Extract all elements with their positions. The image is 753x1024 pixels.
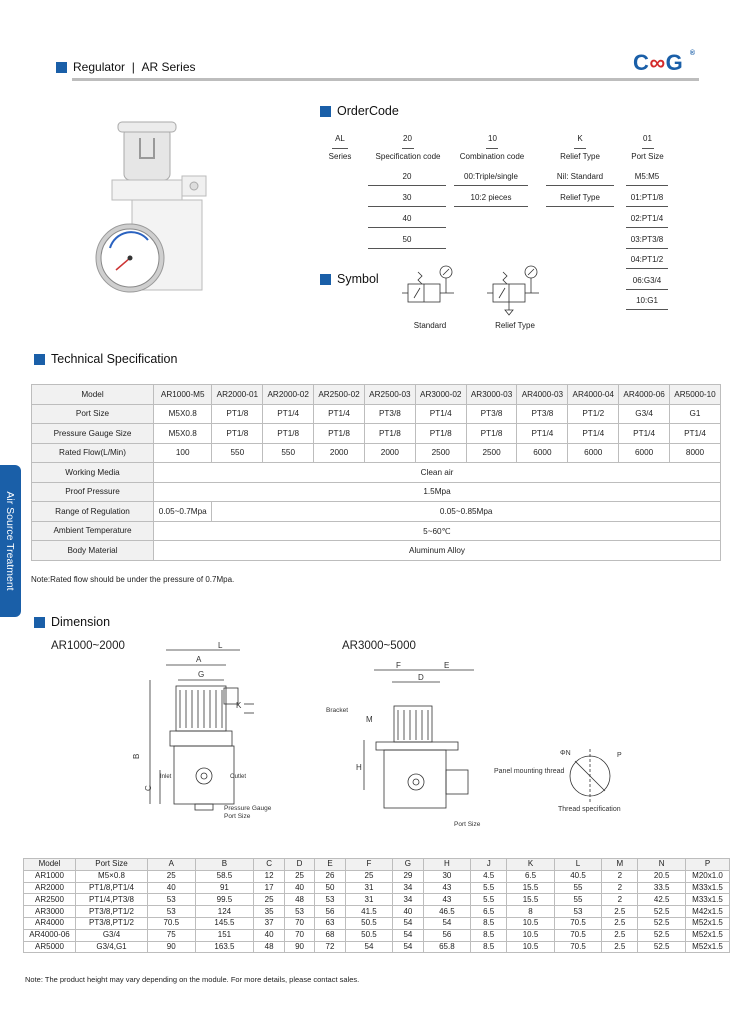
table-header-cell: M bbox=[602, 859, 638, 871]
table-cell: M20x1.0 bbox=[686, 870, 730, 882]
table-cell: 53 bbox=[284, 906, 314, 918]
table-cell: AR4000-06 bbox=[24, 929, 76, 941]
table-cell: 53 bbox=[148, 906, 196, 918]
table-cell: G3/4 bbox=[76, 929, 148, 941]
table-cell: 70 bbox=[284, 929, 314, 941]
table-cell: PT1/2 bbox=[568, 404, 619, 424]
oc-divider bbox=[626, 268, 668, 269]
table-cell: 1.5Mpa bbox=[154, 482, 721, 502]
table-cell: PT1/8 bbox=[212, 404, 263, 424]
dim-label: Port Size bbox=[454, 821, 481, 828]
table-header-cell: G bbox=[393, 859, 423, 871]
table-cell: 50.5 bbox=[345, 917, 393, 929]
ordercode-title: OrderCode bbox=[337, 104, 399, 118]
table-cell: PT1/4 bbox=[263, 404, 314, 424]
header-square-icon bbox=[56, 62, 67, 73]
table-cell: 550 bbox=[263, 443, 314, 463]
table-header-cell: A bbox=[148, 859, 196, 871]
table-cell: PT3/8,PT1/2 bbox=[76, 906, 148, 918]
dimension-drawing-left bbox=[120, 640, 300, 830]
table-cell: PT1/8 bbox=[263, 424, 314, 444]
table-cell: 99.5 bbox=[195, 894, 254, 906]
oc-option: Relief Type bbox=[560, 193, 600, 202]
table-cell: 40.5 bbox=[554, 870, 602, 882]
table-cell: M33x1.5 bbox=[686, 882, 730, 894]
table-cell: 2 bbox=[602, 870, 638, 882]
dim-label: M bbox=[366, 715, 373, 724]
row-label: Range of Regulation bbox=[32, 502, 154, 522]
table-row bbox=[24, 894, 730, 906]
table-cell: 55 bbox=[554, 894, 602, 906]
table-cell: PT3/8,PT1/2 bbox=[76, 917, 148, 929]
table-cell: M52x1.5 bbox=[686, 917, 730, 929]
row-label: Body Material bbox=[32, 541, 154, 561]
table-cell: 50.5 bbox=[345, 929, 393, 941]
dim-label: F bbox=[396, 661, 401, 670]
table-header-cell: AR5000-10 bbox=[670, 385, 721, 405]
symbol-label-relief: Relief Type bbox=[495, 321, 535, 330]
thread-spec-drawing bbox=[490, 745, 640, 815]
oc-option: 20 bbox=[402, 172, 412, 181]
table-cell: 25 bbox=[148, 870, 196, 882]
oc-option: 03:PT3/8 bbox=[630, 235, 664, 244]
table-cell: 4.5 bbox=[471, 870, 507, 882]
oc-divider bbox=[574, 148, 586, 149]
table-cell: AR2500 bbox=[24, 894, 76, 906]
oc-divider bbox=[486, 148, 498, 149]
dimension-right-title: AR3000~5000 bbox=[342, 640, 416, 652]
table-cell: PT1/8 bbox=[364, 424, 415, 444]
oc-divider bbox=[546, 206, 614, 207]
dim-label: Thread specification bbox=[558, 806, 621, 813]
table-cell: 26 bbox=[315, 870, 345, 882]
table-cell: 68 bbox=[315, 929, 345, 941]
table-header-cell: C bbox=[254, 859, 284, 871]
header-rule bbox=[72, 78, 699, 81]
table-cell: 2.5 bbox=[602, 929, 638, 941]
table-cell: 5~60℃ bbox=[154, 521, 721, 541]
dim-label: Outlet bbox=[230, 774, 247, 780]
table-header-cell: N bbox=[638, 859, 686, 871]
table-header-cell: AR4000-04 bbox=[568, 385, 619, 405]
table-cell: PT1/8 bbox=[466, 424, 517, 444]
table-cell: PT1/8,PT1/4 bbox=[76, 882, 148, 894]
table-cell: 124 bbox=[195, 906, 254, 918]
tech-spec-note: Note:Rated flow should be under the pressure of 0.7Mpa. bbox=[31, 575, 235, 584]
table-header-cell: AR4000-03 bbox=[517, 385, 568, 405]
symbol-label-standard: Standard bbox=[413, 321, 447, 330]
table-cell: Aluminum Alloy bbox=[154, 541, 721, 561]
dimension-note: Note: The product height may vary depending on the module. For more details, please contact sales. bbox=[25, 975, 360, 984]
dim-label: E bbox=[444, 661, 450, 670]
row-label: Pressure Gauge Size bbox=[32, 424, 154, 444]
table-cell: 53 bbox=[148, 894, 196, 906]
table-cell: PT1/8 bbox=[212, 424, 263, 444]
oc-divider bbox=[368, 206, 446, 207]
oc-option: 01:PT1/8 bbox=[630, 193, 664, 202]
oc-option: 00:Triple/single bbox=[464, 172, 518, 181]
table-cell: 2.5 bbox=[602, 941, 638, 953]
oc-divider bbox=[454, 206, 528, 207]
dim-label: L bbox=[218, 641, 223, 650]
table-header-cell: F bbox=[345, 859, 393, 871]
oc-option: 40 bbox=[402, 214, 412, 223]
table-cell: 15.5 bbox=[507, 894, 555, 906]
table-cell: 100 bbox=[154, 443, 212, 463]
symbol-square-icon bbox=[320, 274, 331, 285]
table-cell: 10.5 bbox=[507, 941, 555, 953]
oc-option: 10:G1 bbox=[636, 296, 658, 305]
table-header-cell: B bbox=[195, 859, 254, 871]
table-cell: PT1/8 bbox=[415, 424, 466, 444]
table-cell: 41.5 bbox=[345, 906, 393, 918]
oc-divider bbox=[626, 206, 668, 207]
oc-option: M5:M5 bbox=[634, 172, 660, 181]
table-cell: 40 bbox=[254, 929, 284, 941]
table-cell: PT1/4 bbox=[568, 424, 619, 444]
table-cell: PT3/8 bbox=[466, 404, 517, 424]
oc-divider bbox=[368, 227, 446, 228]
table-cell: G1 bbox=[670, 404, 721, 424]
table-cell: 65.8 bbox=[423, 941, 471, 953]
table-cell: 145.5 bbox=[195, 917, 254, 929]
oc-label-relief: Relief Type bbox=[560, 152, 600, 161]
table-cell: 43 bbox=[423, 882, 471, 894]
table-cell: M5X0.8 bbox=[154, 404, 212, 424]
table-cell: PT3/8 bbox=[517, 404, 568, 424]
tech-spec-table bbox=[31, 384, 721, 561]
table-header-cell: K bbox=[507, 859, 555, 871]
table-header-cell: AR2500-02 bbox=[314, 385, 365, 405]
table-cell: 8000 bbox=[670, 443, 721, 463]
table-cell: 54 bbox=[393, 917, 423, 929]
oc-option: 10:2 pieces bbox=[470, 193, 512, 202]
table-cell: 52.5 bbox=[638, 917, 686, 929]
table-header-cell: Model bbox=[24, 859, 76, 871]
table-cell: 8.5 bbox=[471, 917, 507, 929]
oc-label-spec: Specification code bbox=[375, 152, 441, 161]
table-cell: 8 bbox=[507, 906, 555, 918]
table-cell: 10.5 bbox=[507, 917, 555, 929]
table-row bbox=[32, 404, 721, 424]
dimension-square-icon bbox=[34, 617, 45, 628]
table-cell: 54 bbox=[393, 929, 423, 941]
table-cell: 2000 bbox=[314, 443, 365, 463]
dimension-title: Dimension bbox=[51, 615, 111, 629]
table-cell: 72 bbox=[315, 941, 345, 953]
tech-spec-square-icon bbox=[34, 354, 45, 365]
brand-logo: C∞G ® bbox=[633, 50, 696, 75]
dim-label: Port Size bbox=[224, 813, 251, 820]
table-cell: 10.5 bbox=[507, 929, 555, 941]
symbol-standard-icon bbox=[400, 262, 462, 312]
table-cell: PT1/4 bbox=[619, 424, 670, 444]
symbol-relief-icon bbox=[485, 262, 547, 318]
oc-divider bbox=[368, 248, 446, 249]
table-cell: 70 bbox=[284, 917, 314, 929]
oc-code-spec: 20 bbox=[403, 134, 412, 143]
table-cell: PT3/8 bbox=[364, 404, 415, 424]
header-title: Regulator | AR Series bbox=[73, 60, 196, 74]
table-header-cell: AR4000-06 bbox=[619, 385, 670, 405]
oc-option: 50 bbox=[402, 235, 412, 244]
table-header-cell: J bbox=[471, 859, 507, 871]
header bbox=[54, 58, 700, 82]
table-cell: 70.5 bbox=[148, 917, 196, 929]
oc-label-port: Port Size bbox=[631, 152, 664, 161]
table-cell: 52.5 bbox=[638, 929, 686, 941]
oc-divider bbox=[626, 248, 668, 249]
table-cell: 40 bbox=[393, 906, 423, 918]
oc-label-series: Series bbox=[328, 152, 352, 161]
table-cell: 2000 bbox=[364, 443, 415, 463]
oc-option: 30 bbox=[402, 193, 412, 202]
dim-label: Panel mounting thread bbox=[494, 768, 565, 775]
table-cell: G3/4,G1 bbox=[76, 941, 148, 953]
dimension-left-title: AR1000~2000 bbox=[51, 640, 125, 652]
table-cell: 31 bbox=[345, 894, 393, 906]
table-cell: 91 bbox=[195, 882, 254, 894]
oc-divider bbox=[546, 185, 614, 186]
table-cell: 58.5 bbox=[195, 870, 254, 882]
table-cell: 31 bbox=[345, 882, 393, 894]
table-cell: 30 bbox=[423, 870, 471, 882]
ordercode-square-icon bbox=[320, 106, 331, 117]
table-cell: M52x1.5 bbox=[686, 929, 730, 941]
table-cell: G3/4 bbox=[619, 404, 670, 424]
table-header-cell: AR1000-M5 bbox=[154, 385, 212, 405]
table-cell: PT1/4 bbox=[415, 404, 466, 424]
table-cell: PT1/4 bbox=[314, 404, 365, 424]
table-cell: 2.5 bbox=[602, 906, 638, 918]
table-cell: 8.5 bbox=[471, 941, 507, 953]
row-label: Rated Flow(L/Min) bbox=[32, 443, 154, 463]
table-header-cell: AR2000-02 bbox=[263, 385, 314, 405]
row-label: Proof Pressure bbox=[32, 482, 154, 502]
table-cell: 55 bbox=[554, 882, 602, 894]
table-cell: 2500 bbox=[466, 443, 517, 463]
table-cell: 56 bbox=[315, 906, 345, 918]
table-row bbox=[32, 443, 721, 463]
table-cell: AR3000 bbox=[24, 906, 76, 918]
table-cell: 17 bbox=[254, 882, 284, 894]
oc-option: Nil: Standard bbox=[556, 172, 604, 181]
oc-divider bbox=[332, 148, 348, 149]
oc-divider bbox=[626, 227, 668, 228]
table-cell: 2 bbox=[602, 894, 638, 906]
table-cell: AR2000 bbox=[24, 882, 76, 894]
table-cell: 53 bbox=[315, 894, 345, 906]
table-cell: 54 bbox=[345, 941, 393, 953]
table-cell: 48 bbox=[254, 941, 284, 953]
table-row bbox=[32, 502, 721, 522]
table-cell: 6.5 bbox=[471, 906, 507, 918]
table-header-cell: L bbox=[554, 859, 602, 871]
dim-label: Inlet bbox=[160, 774, 172, 780]
table-cell: M5X0.8 bbox=[154, 424, 212, 444]
oc-divider bbox=[626, 185, 668, 186]
table-cell: 56 bbox=[423, 929, 471, 941]
table-cell: 43 bbox=[423, 894, 471, 906]
table-header-cell: AR2500-03 bbox=[364, 385, 415, 405]
table-cell: AR5000 bbox=[24, 941, 76, 953]
row-label: Port Size bbox=[32, 404, 154, 424]
table-cell: 550 bbox=[212, 443, 263, 463]
table-row bbox=[24, 859, 730, 871]
table-cell: 53 bbox=[554, 906, 602, 918]
table-cell: 6000 bbox=[619, 443, 670, 463]
side-tab[interactable]: Air Source Treatment bbox=[0, 465, 21, 617]
dim-label: B bbox=[132, 753, 141, 759]
oc-option: 02:PT1/4 bbox=[630, 214, 664, 223]
table-cell: 42.5 bbox=[638, 894, 686, 906]
table-cell: M33x1.5 bbox=[686, 894, 730, 906]
table-cell: 70.5 bbox=[554, 941, 602, 953]
table-cell: 2 bbox=[602, 882, 638, 894]
table-header-cell: Port Size bbox=[76, 859, 148, 871]
table-cell: 6000 bbox=[517, 443, 568, 463]
row-label: Ambient Temperature bbox=[32, 521, 154, 541]
table-cell: 90 bbox=[148, 941, 196, 953]
dim-label: Pressure Gauge bbox=[224, 805, 272, 812]
table-row bbox=[32, 385, 721, 405]
table-row bbox=[24, 906, 730, 918]
table-cell: PT1/8 bbox=[314, 424, 365, 444]
oc-code-relief: K bbox=[577, 134, 583, 143]
table-cell: 34 bbox=[393, 894, 423, 906]
table-row bbox=[32, 424, 721, 444]
table-cell: 25 bbox=[254, 894, 284, 906]
product-image bbox=[92, 118, 222, 308]
table-cell: 6.5 bbox=[507, 870, 555, 882]
symbol-title: Symbol bbox=[337, 272, 379, 286]
dim-label: K bbox=[236, 701, 242, 710]
oc-code-comb: 10 bbox=[488, 134, 497, 143]
table-header-cell: AR3000-02 bbox=[415, 385, 466, 405]
oc-option: 04:PT1/2 bbox=[630, 255, 664, 264]
table-cell: 48 bbox=[284, 894, 314, 906]
table-cell: 37 bbox=[254, 917, 284, 929]
table-cell: 54 bbox=[423, 917, 471, 929]
table-cell: 35 bbox=[254, 906, 284, 918]
table-cell: 2.5 bbox=[602, 917, 638, 929]
row-label: Working Media bbox=[32, 463, 154, 483]
dim-label: P bbox=[617, 752, 622, 759]
dim-label: D bbox=[418, 673, 424, 682]
dimension-drawing-right bbox=[320, 660, 500, 840]
table-cell: 34 bbox=[393, 882, 423, 894]
table-cell: 40 bbox=[148, 882, 196, 894]
table-cell: 29 bbox=[393, 870, 423, 882]
oc-divider bbox=[402, 148, 414, 149]
table-cell: 70.5 bbox=[554, 929, 602, 941]
table-header-cell: H bbox=[423, 859, 471, 871]
oc-code-port: 01 bbox=[643, 134, 652, 143]
dimension-table bbox=[23, 858, 730, 953]
table-row bbox=[32, 463, 721, 483]
table-header-cell: AR2000-01 bbox=[212, 385, 263, 405]
table-row bbox=[24, 941, 730, 953]
table-cell: 5.5 bbox=[471, 882, 507, 894]
table-cell: M5×0.8 bbox=[76, 870, 148, 882]
dim-label: A bbox=[196, 655, 202, 664]
oc-option: 06:G3/4 bbox=[632, 276, 662, 285]
dim-label: ΦN bbox=[560, 750, 571, 757]
table-cell: 12 bbox=[254, 870, 284, 882]
dim-label: C bbox=[144, 785, 153, 791]
table-cell: 8.5 bbox=[471, 929, 507, 941]
table-cell: 6000 bbox=[568, 443, 619, 463]
table-cell: PT1/4 bbox=[517, 424, 568, 444]
oc-divider bbox=[626, 309, 668, 310]
table-cell: 50 bbox=[315, 882, 345, 894]
dim-label: H bbox=[356, 763, 362, 772]
table-cell: AR4000 bbox=[24, 917, 76, 929]
table-cell: 54 bbox=[393, 941, 423, 953]
table-cell: 5.5 bbox=[471, 894, 507, 906]
table-header-cell: Model bbox=[32, 385, 154, 405]
table-row bbox=[24, 870, 730, 882]
table-row bbox=[32, 541, 721, 561]
tech-spec-title: Technical Specification bbox=[51, 352, 178, 366]
table-header-cell: AR3000-03 bbox=[466, 385, 517, 405]
table-cell: 2500 bbox=[415, 443, 466, 463]
table-cell: M52x1.5 bbox=[686, 941, 730, 953]
oc-divider bbox=[626, 289, 668, 290]
table-cell: 40 bbox=[284, 882, 314, 894]
dim-label: G bbox=[198, 670, 205, 679]
table-cell: 15.5 bbox=[507, 882, 555, 894]
oc-divider bbox=[454, 185, 528, 186]
dim-label: Bracket bbox=[326, 707, 349, 714]
table-cell: 90 bbox=[284, 941, 314, 953]
table-cell: PT1/4 bbox=[670, 424, 721, 444]
oc-code-series: AL bbox=[335, 134, 345, 143]
table-header-cell: E bbox=[315, 859, 345, 871]
oc-divider bbox=[642, 148, 654, 149]
table-cell: M42x1.5 bbox=[686, 906, 730, 918]
table-row bbox=[24, 917, 730, 929]
table-cell: 25 bbox=[284, 870, 314, 882]
table-cell: 0.05~0.7Mpa bbox=[154, 502, 212, 522]
table-cell: 0.05~0.85Mpa bbox=[212, 502, 721, 522]
table-cell: 75 bbox=[148, 929, 196, 941]
table-cell: PT1/4,PT3/8 bbox=[76, 894, 148, 906]
table-row bbox=[32, 482, 721, 502]
table-cell: 52.5 bbox=[638, 906, 686, 918]
table-row bbox=[24, 929, 730, 941]
table-cell: 20.5 bbox=[638, 870, 686, 882]
table-header-cell: D bbox=[284, 859, 314, 871]
table-cell: 33.5 bbox=[638, 882, 686, 894]
table-cell: AR1000 bbox=[24, 870, 76, 882]
table-cell: 52.5 bbox=[638, 941, 686, 953]
table-row bbox=[32, 521, 721, 541]
oc-divider bbox=[368, 185, 446, 186]
table-header-cell: P bbox=[686, 859, 730, 871]
table-cell: 151 bbox=[195, 929, 254, 941]
table-row bbox=[24, 882, 730, 894]
table-cell: 25 bbox=[345, 870, 393, 882]
table-cell: 63 bbox=[315, 917, 345, 929]
table-cell: 163.5 bbox=[195, 941, 254, 953]
table-cell: 70.5 bbox=[554, 917, 602, 929]
oc-label-comb: Combination code bbox=[459, 152, 525, 161]
table-cell: 46.5 bbox=[423, 906, 471, 918]
table-cell: Clean air bbox=[154, 463, 721, 483]
